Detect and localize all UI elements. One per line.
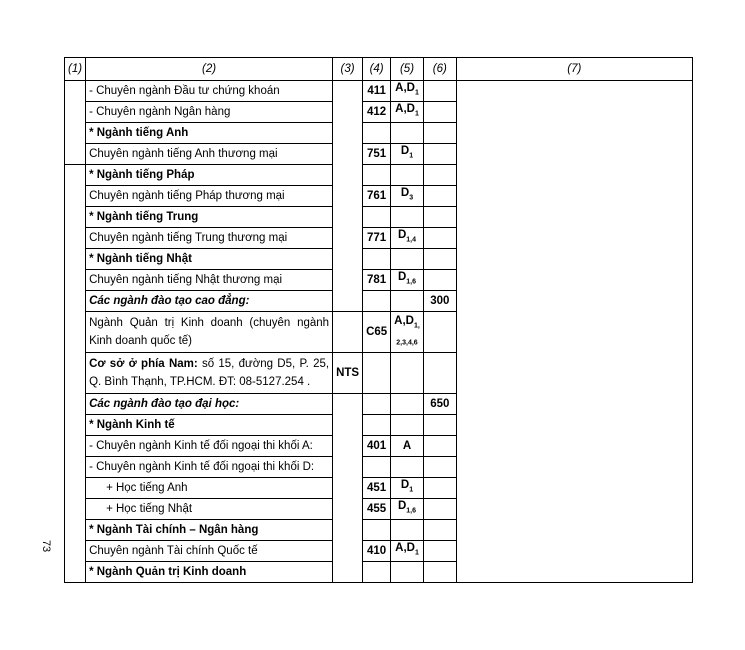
row-block: $D_{1,6}$ — [391, 499, 424, 520]
row-quota — [423, 520, 456, 541]
row-label: * Ngành tiếng Pháp — [86, 165, 333, 186]
row-block — [391, 249, 424, 270]
cell-col3 — [333, 312, 363, 353]
cell-col1 — [65, 81, 86, 165]
row-label: Ngành Quản trị Kinh doanh (chuyên ngành Kinh doanh quốc tế) — [86, 312, 333, 353]
row-code: 412 — [363, 102, 391, 123]
row-code — [363, 249, 391, 270]
row-label: Chuyên ngành Tài chính Quốc tế — [86, 541, 333, 562]
cell-col7-notes — [456, 81, 692, 583]
row-block — [391, 562, 424, 583]
row-code — [363, 457, 391, 478]
header-col6: (6) — [423, 58, 456, 81]
row-quota — [423, 207, 456, 228]
row-code: 411 — [363, 81, 391, 102]
header-col2: (2) — [86, 58, 333, 81]
row-code: 751 — [363, 144, 391, 165]
row-label: Chuyên ngành tiếng Pháp thương mại — [86, 186, 333, 207]
row-block: $A,D_1$ — [391, 102, 424, 123]
cell-col1 — [65, 165, 86, 583]
cell-col3 — [333, 81, 363, 312]
row-code — [363, 207, 391, 228]
row-code — [363, 291, 391, 312]
row-label: + Học tiếng Anh — [86, 478, 333, 499]
row-code — [363, 394, 391, 415]
row-block — [391, 394, 424, 415]
row-quota — [423, 499, 456, 520]
row-label: * Ngành Quản trị Kinh doanh — [86, 562, 333, 583]
row-label: - Chuyên ngành Kinh tế đối ngoại thi khối D: — [86, 457, 333, 478]
row-label: * Ngành Tài chính – Ngân hàng — [86, 520, 333, 541]
row-block: $A,D_1$ — [391, 541, 424, 562]
row-block — [391, 291, 424, 312]
row-label: Các ngành đào tạo cao đẳng: — [86, 291, 333, 312]
row-label: Chuyên ngành tiếng Anh thương mại — [86, 144, 333, 165]
row-code — [363, 562, 391, 583]
row-quota — [423, 81, 456, 102]
row-label: * Ngành tiếng Nhật — [86, 249, 333, 270]
row-block: $A,D_1$ — [391, 81, 424, 102]
row-label: * Ngành Kinh tế — [86, 415, 333, 436]
row-quota — [423, 562, 456, 583]
row-block: $D_{1,6}$ — [391, 270, 424, 291]
row-code: 410 — [363, 541, 391, 562]
row-code: 781 — [363, 270, 391, 291]
row-code — [363, 520, 391, 541]
row-block: $D_1$ — [391, 478, 424, 499]
row-quota — [423, 123, 456, 144]
row-code — [363, 123, 391, 144]
row-quota — [423, 102, 456, 123]
header-col5: (5) — [391, 58, 424, 81]
row-quota — [423, 144, 456, 165]
row-col3: NTS — [333, 353, 363, 394]
row-code — [363, 415, 391, 436]
row-quota: 300 — [423, 291, 456, 312]
row-code: 761 — [363, 186, 391, 207]
row-block — [391, 457, 424, 478]
row-block: $D_1$ — [391, 144, 424, 165]
row-block: $D_3$ — [391, 186, 424, 207]
row-quota — [423, 270, 456, 291]
row-label: + Học tiếng Nhật — [86, 499, 333, 520]
row-label: Các ngành đào tạo đại học: — [86, 394, 333, 415]
row-quota — [423, 436, 456, 457]
row-code — [363, 353, 391, 394]
row-label: - Chuyên ngành Đầu tư chứng khoán — [86, 81, 333, 102]
row-block — [391, 165, 424, 186]
row-code: 401 — [363, 436, 391, 457]
row-code — [363, 165, 391, 186]
row-label: * Ngành tiếng Trung — [86, 207, 333, 228]
row-quota — [423, 415, 456, 436]
row-quota — [423, 165, 456, 186]
row-label: - Chuyên ngành Ngân hàng — [86, 102, 333, 123]
header-col7: (7) — [456, 58, 692, 81]
row-quota — [423, 312, 456, 353]
row-block — [391, 415, 424, 436]
header-col3: (3) — [333, 58, 363, 81]
row-block — [391, 353, 424, 394]
row-block — [391, 207, 424, 228]
row-block — [391, 520, 424, 541]
row-block: $D_{1,4}$ — [391, 228, 424, 249]
row-label: - Chuyên ngành Kinh tế đối ngoại thi khối A: — [86, 436, 333, 457]
header-col1: (1) — [65, 58, 86, 81]
header-col4: (4) — [363, 58, 391, 81]
row-label: * Ngành tiếng Anh — [86, 123, 333, 144]
row-block: $A,D_{1,}$ $_{2,3,4,6}$ — [391, 312, 424, 353]
page-number: 73 — [40, 539, 53, 553]
row-quota — [423, 353, 456, 394]
row-code: 771 — [363, 228, 391, 249]
row-label: Chuyên ngành tiếng Trung thương mại — [86, 228, 333, 249]
row-quota — [423, 186, 456, 207]
row-quota — [423, 541, 456, 562]
header-row — [65, 58, 693, 81]
row-label: Chuyên ngành tiếng Nhật thương mại — [86, 270, 333, 291]
row-code: 451 — [363, 478, 391, 499]
cell-col3 — [333, 394, 363, 583]
row-block — [391, 123, 424, 144]
admissions-table — [64, 57, 693, 583]
row-code: C65 — [363, 312, 391, 353]
row-code: 455 — [363, 499, 391, 520]
row-label: Cơ sở ở phía Nam: số 15, đường D5, P. 25, Q. Bình Thạnh, TP.HCM. ĐT: 08-5127.254 . — [86, 353, 333, 394]
row-quota — [423, 228, 456, 249]
row-quota: 650 — [423, 394, 456, 415]
row-quota — [423, 478, 456, 499]
row-quota — [423, 457, 456, 478]
row-quota — [423, 249, 456, 270]
table-row — [65, 81, 693, 102]
row-block: A — [391, 436, 424, 457]
